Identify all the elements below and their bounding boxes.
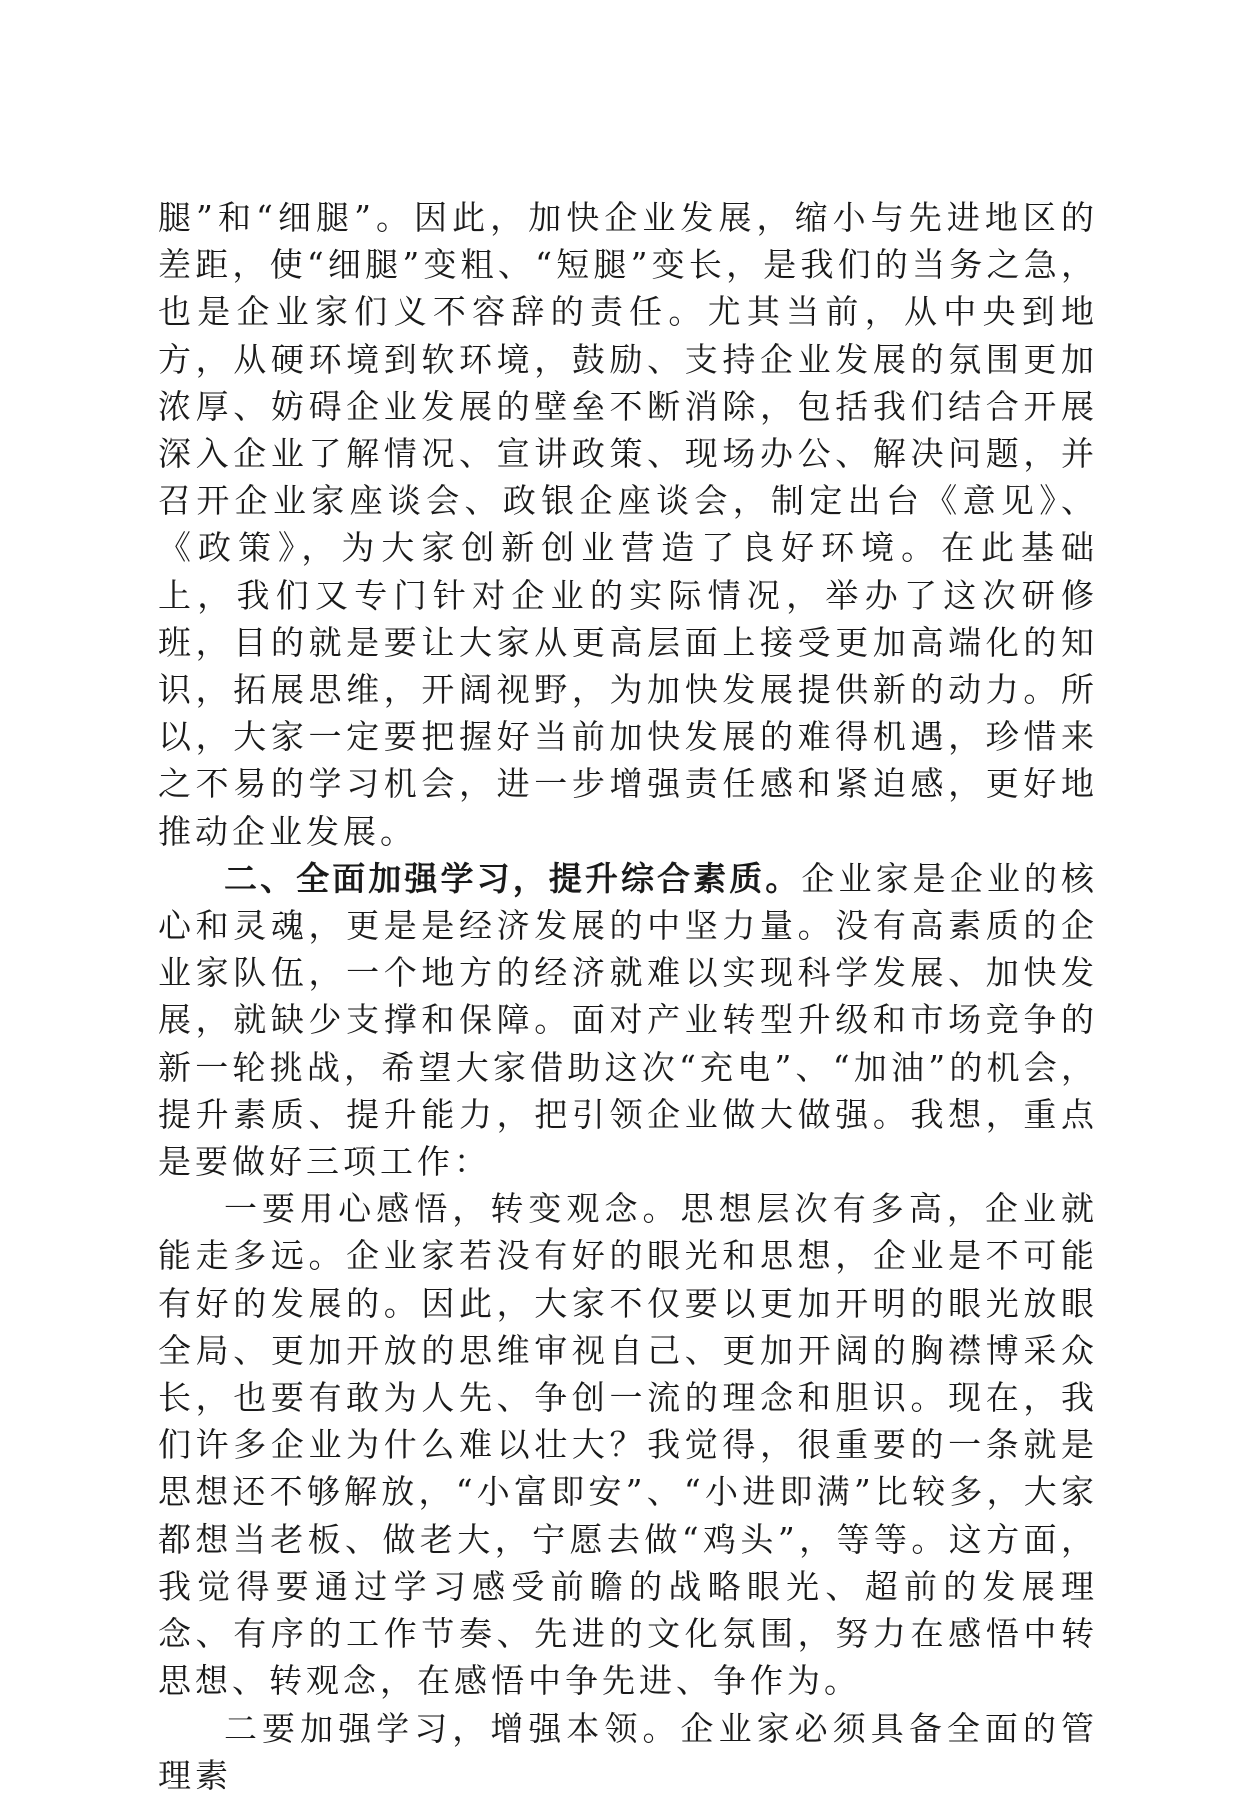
paragraph-text: 一要用心感悟，转变观念。思想层次有多高，企业就能走多远。企业家若没有好的眼光和思想，企业是不可能有好的发展的。因此，大家不仅要以更加开明的眼光放眼全局、更加开放的思维审视自己、更加开阔的胸襟博采众长，也要有敢为人先、争创一流的理念和胆识。现在，我们许多企业为什么难以壮大？我觉得，很重要的一条就是思想还不够解放，“小富即安”、“小进即满”比较多，大家都想当老板、做老大，宁愿去做“鸡头”，等等。这方面，我觉得要通过学习感受前瞻的战略眼光、超前的发展理念、有序的工作节奏、先进的文化氛围，努力在感悟中转思想、转观念，在感悟中争先进、争作为。 [158,1189,1098,1701]
paragraph-text: 企业家是企业的核心和灵魂，更是是经济发展的中坚力量。没有高素质的企业家队伍，一个地方的经济就难以实现科学发展、加快发展，就缺少支撑和保障。面对产业转型升级和市场竞争的新一轮挑战，希望大家借助这次“充电”、“加油”的机会，提升素质、提升能力，把引领企业做大做强。我想，重点是要做好三项工作： [158,858,1099,1182]
paragraph-text: 腿”和“细腿”。因此，加快企业发展，缩小与先进地区的差距，使“细腿”变粗、“短腿”变长，是我们的当务之急，也是企业家们义不容辞的责任。尤其当前，从中央到地方，从硬环境到软环境，鼓励、支持企业发展的氛围更加浓厚、妨碍企业发展的壁垒不断消除，包括我们结合开展深入企业了解情况、宣讲政策、现场办公、解决问题，并召开企业家座谈会、政银企座谈会，制定出台《意见》、《政策》，为大家创新创业营造了良好环境。在此基础上，我们又专门针对企业的实际情况，举办了这次研修班，目的就是要让大家从更高层面上接受更加高端化的知识，拓展思维，开阔视野，为加快发展提供新的动力。所以，大家一定要把握好当前加快发展的难得机遇，珍惜来之不易的学习机会，进一步增强责任感和紧迫感，更好地推动企业发展。 [158,198,1098,851]
paragraph-1 [158,194,1098,855]
section-heading: 二、全面加强学习，提升综合素质。 [224,858,802,898]
paragraph-3 [158,1185,1098,1704]
paragraph-2 [158,855,1098,1185]
paragraph-4 [158,1705,1098,1799]
paragraph-text: 二要加强学习，增强本领。企业家必须具备全面的管理素 [158,1708,1098,1795]
document-body [158,194,1098,1799]
